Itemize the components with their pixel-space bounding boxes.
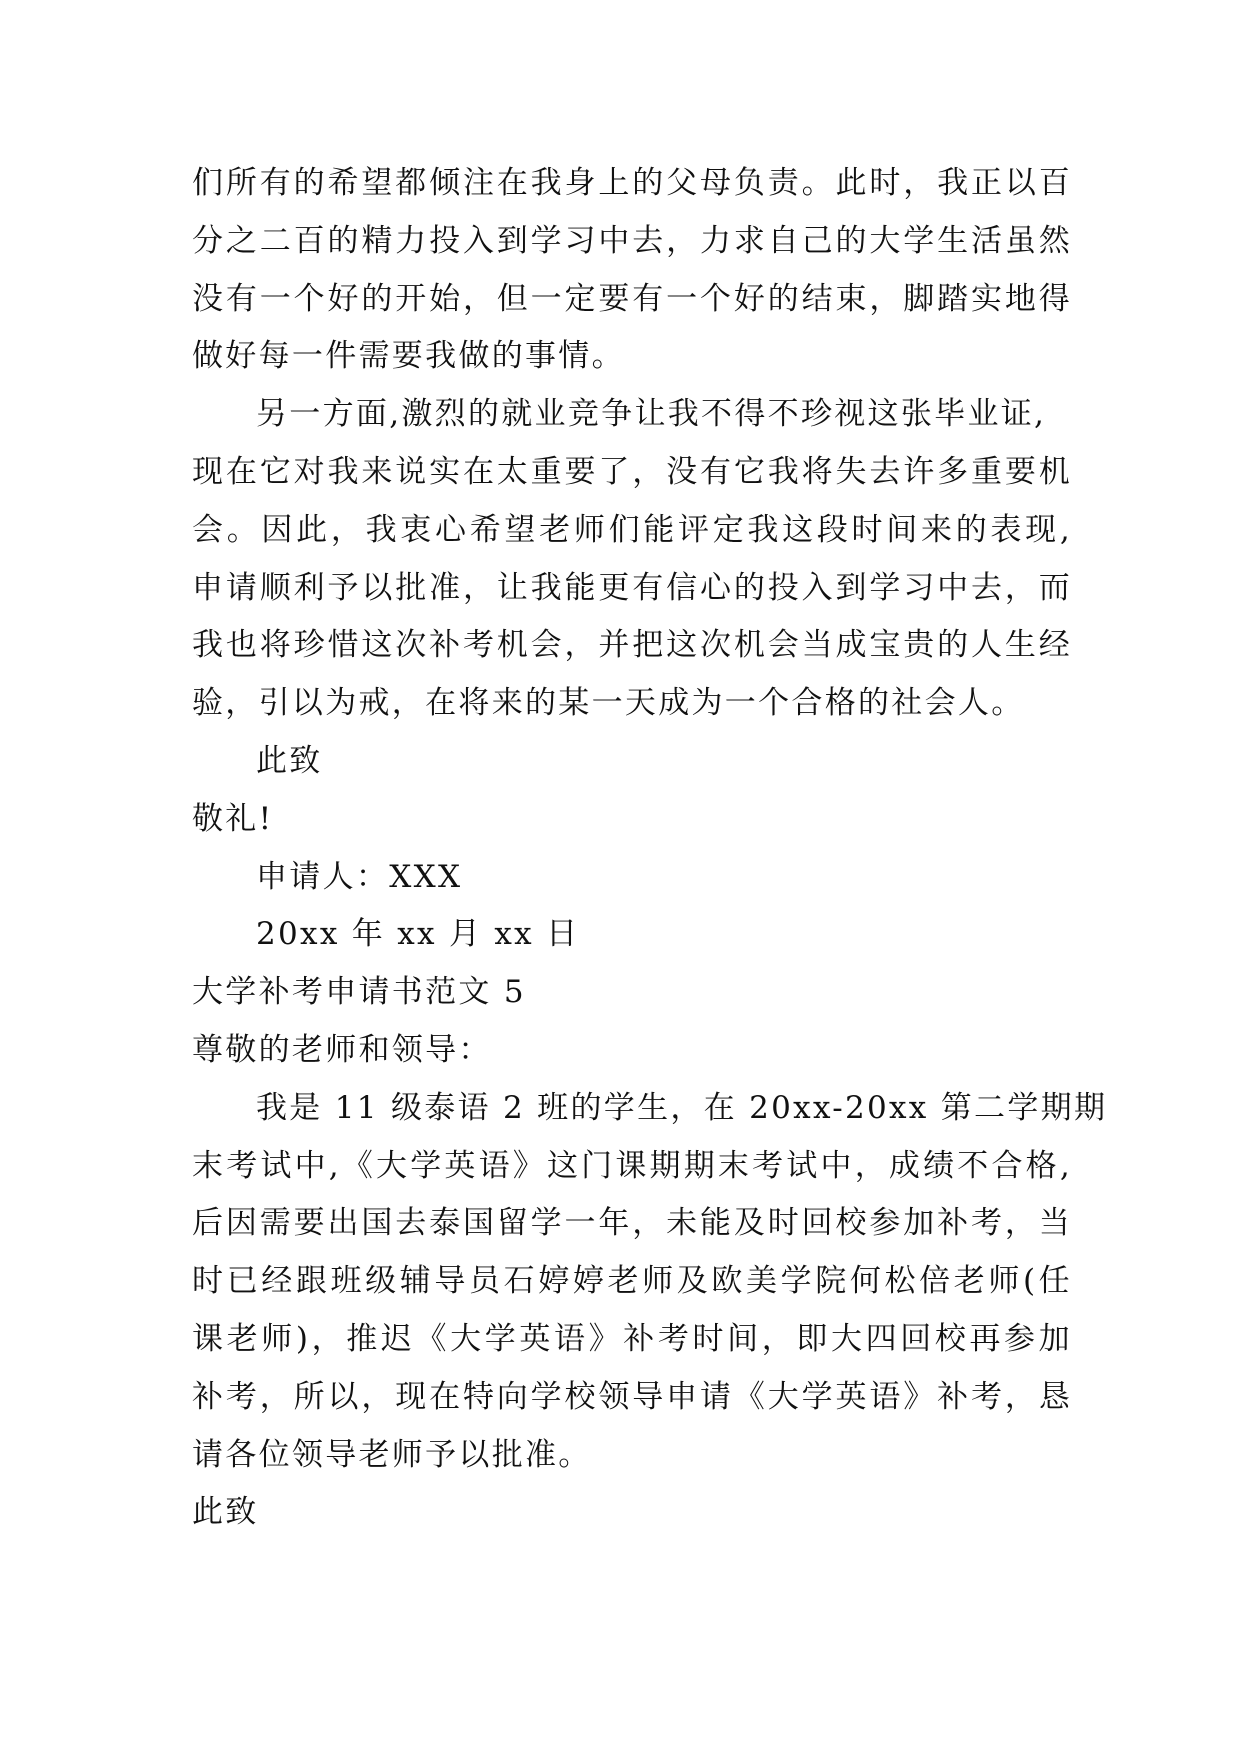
text-line: 请各位领导老师予以批准。 <box>192 1436 592 1473</box>
text-line: 验，引以为戒，在将来的某一天成为一个合格的社会人。 <box>192 685 1025 722</box>
document-body <box>192 155 1108 1542</box>
text-line: 们所有的希望都倾注在我身上的父母负责。此时，我正以百 <box>192 165 1072 201</box>
closing-text: 此致 <box>192 1494 259 1531</box>
text-line: 我也将珍惜这次补考机会，并把这次机会当成宝贵的人生经 <box>192 627 1072 664</box>
date-line: 20xx 年 xx 月 xx 日 <box>256 916 580 953</box>
text-line: 没有一个好的开始，但一定要有一个好的结束，脚踏实地得 <box>192 280 1072 317</box>
salutation: 敬礼! <box>192 800 274 837</box>
text-line: 末考试中,《大学英语》这门课期期末考试中，成绩不合格, <box>192 1147 1072 1184</box>
text-line: 分之二百的精力投入到学习中去，力求自己的大学生活虽然 <box>192 222 1072 259</box>
greeting: 尊敬的老师和领导： <box>192 1031 492 1068</box>
applicant-signature: 申请人：XXX <box>256 858 463 895</box>
closing-text: 此致 <box>256 742 323 779</box>
text-line: 我是 11 级泰语 2 班的学生，在 20xx-20xx 第二学期期 <box>256 1089 1108 1126</box>
text-line: 会。因此，我衷心希望老师们能评定我这段时间来的表现, <box>192 511 1072 548</box>
text-line: 申请顺利予以批准，让我能更有信心的投入到学习中去，而 <box>192 569 1072 606</box>
text-line: 课老师)，推迟《大学英语》补考时间，即大四回校再参加 <box>192 1320 1072 1357</box>
text-line: 后因需要出国去泰国留学一年，未能及时回校参加补考，当 <box>192 1205 1072 1242</box>
text-line: 现在它对我来说实在太重要了，没有它我将失去许多重要机 <box>192 453 1072 490</box>
section-title: 大学补考申请书范文 5 <box>192 974 526 1011</box>
text-line: 时已经跟班级辅导员石婷婷老师及欧美学院何松倍老师(任 <box>192 1263 1072 1300</box>
text-line: 补考，所以，现在特向学校领导申请《大学英语》补考，恳 <box>192 1378 1072 1415</box>
text-line: 做好每一件需要我做的事情。 <box>192 338 625 375</box>
text-line: 另一方面,激烈的就业竞争让我不得不珍视这张毕业证, <box>256 396 1047 433</box>
